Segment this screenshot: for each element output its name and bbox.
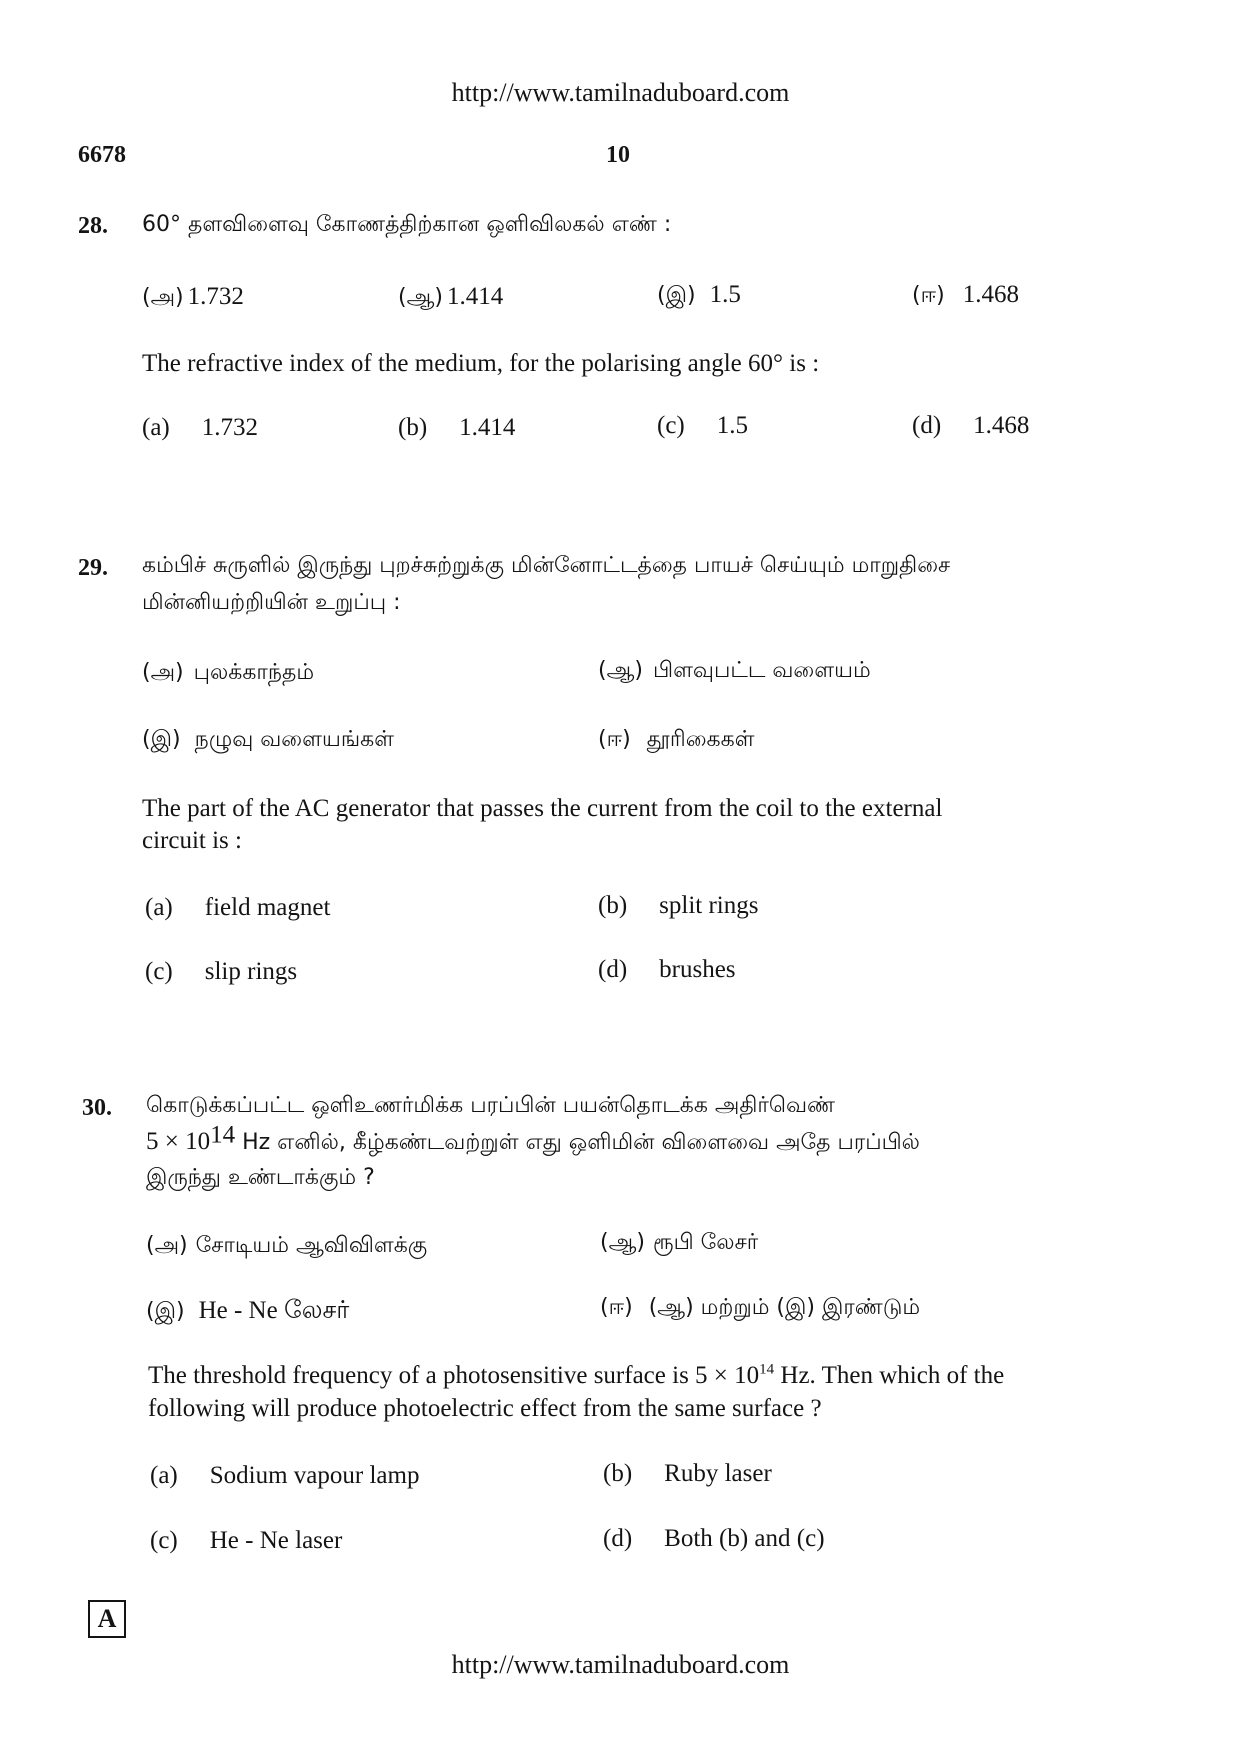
question-english-text: The refractive index of the medium, for the polarising angle 60° is : bbox=[142, 350, 820, 377]
option-text: 1.468 bbox=[962, 281, 1019, 308]
option-label: (இ) bbox=[142, 727, 181, 752]
option-text: தூரிகைகள் bbox=[646, 727, 755, 752]
option-label: (c) bbox=[150, 1527, 178, 1554]
tamil-option-b bbox=[600, 1230, 758, 1258]
question-tamil-line-1: கம்பிச் சுருளில் இருந்து புறச்சுற்றுக்கு மின்னோட்டத்தை பாயச் செய்யும் மாறுதிசை bbox=[142, 553, 951, 578]
option-text: புலக்காந்தம் bbox=[193, 660, 315, 685]
option-label: (அ) bbox=[142, 285, 184, 310]
option-text: Sodium vapour lamp bbox=[209, 1462, 420, 1489]
option-label: (c) bbox=[657, 412, 685, 439]
option-text: He - Ne laser bbox=[209, 1527, 343, 1554]
question-tamil-text: 60° தளவிளைவு கோணத்திற்கான ஒளிவிலகல் எண் : bbox=[142, 212, 672, 237]
option-label: (ஆ) bbox=[398, 285, 443, 310]
english-option-b bbox=[398, 414, 515, 442]
option-text: brushes bbox=[659, 956, 736, 983]
paper-code: 6678 bbox=[78, 142, 126, 168]
question-tamil-line-2: மின்னியற்றியின் உறுப்பு : bbox=[142, 590, 401, 615]
english-option-c bbox=[150, 1527, 342, 1555]
option-text: நழுவு வளையங்கள் bbox=[194, 727, 395, 752]
option-text: (ஆ) மற்றும் (இ) இரண்டும் bbox=[648, 1295, 921, 1320]
option-label: (ஈ) bbox=[598, 727, 631, 752]
option-text: 1.414 bbox=[459, 414, 516, 441]
tamil-option-a bbox=[146, 1233, 427, 1261]
option-text: field magnet bbox=[204, 894, 331, 921]
tamil-option-a bbox=[142, 660, 314, 688]
tamil-option-c bbox=[657, 281, 741, 311]
option-label: (c) bbox=[145, 958, 173, 985]
english-option-a bbox=[142, 414, 258, 442]
option-label: (ஆ) bbox=[598, 658, 643, 683]
english-option-d bbox=[912, 412, 1029, 440]
tamil-line-2-rest: Hz எனில், கீழ்கண்டவற்றுள் எது ஒளிமின் விளைவை அதே பரப்பில் bbox=[235, 1130, 920, 1155]
option-text: slip rings bbox=[204, 958, 298, 985]
tamil-option-d bbox=[598, 727, 755, 755]
tamil-option-c bbox=[142, 727, 394, 755]
question-tamil-line-3: இருந்து உண்டாக்கும் ? bbox=[146, 1165, 375, 1190]
tamil-option-a bbox=[142, 283, 244, 313]
option-text: 1.5 bbox=[709, 281, 741, 308]
option-label: (a) bbox=[142, 414, 170, 441]
option-label: (a) bbox=[145, 894, 173, 921]
tamil-option-b bbox=[598, 658, 871, 686]
english-option-c bbox=[657, 412, 748, 440]
option-text: 1.732 bbox=[187, 283, 244, 310]
question-english-line-2: following will produce photoelectric effect from the same surface ? bbox=[148, 1395, 822, 1422]
option-label: (d) bbox=[603, 1525, 633, 1552]
english-option-a bbox=[145, 894, 330, 922]
option-label: (அ) bbox=[142, 660, 184, 685]
english-option-a bbox=[150, 1462, 419, 1490]
tamil-option-b bbox=[398, 283, 503, 313]
option-text: பிளவுபட்ட வளையம் bbox=[653, 658, 871, 683]
option-text: 1.5 bbox=[716, 412, 748, 439]
english-line-1-prefix: The threshold frequency of a photosensitive surface is 5 × 10 bbox=[148, 1362, 760, 1389]
english-option-d bbox=[598, 956, 736, 984]
english-line-1-rest: Hz. Then which of the bbox=[774, 1362, 1005, 1389]
english-line-1-exponent: 14 bbox=[759, 1361, 775, 1378]
booklet-type-box: A bbox=[88, 1600, 126, 1638]
frequency-exponent: 14 bbox=[210, 1121, 236, 1149]
option-text: Both (b) and (c) bbox=[664, 1525, 825, 1552]
question-tamil-line-2 bbox=[146, 1121, 920, 1158]
option-label: (b) bbox=[598, 892, 628, 919]
question-number: 29. bbox=[78, 555, 108, 581]
option-text: 1.468 bbox=[973, 412, 1030, 439]
english-option-b bbox=[598, 892, 758, 920]
english-option-c bbox=[145, 958, 297, 986]
frequency-prefix: 5 × 10 bbox=[146, 1128, 211, 1155]
option-label: (இ) bbox=[657, 283, 696, 308]
option-label: (d) bbox=[912, 412, 942, 439]
option-text: 1.414 bbox=[447, 283, 504, 310]
option-label: (ஆ) bbox=[600, 1230, 645, 1255]
page-number: 10 bbox=[606, 142, 630, 168]
tamil-option-d bbox=[600, 1295, 920, 1323]
option-label: (b) bbox=[398, 414, 428, 441]
tamil-option-d bbox=[912, 281, 1019, 311]
question-english-line-1: The part of the AC generator that passes the current from the coil to the external bbox=[142, 795, 943, 822]
option-label: (d) bbox=[598, 956, 628, 983]
option-label: (a) bbox=[150, 1462, 178, 1489]
question-english-line-1 bbox=[148, 1362, 1004, 1390]
option-label: (b) bbox=[603, 1460, 633, 1487]
option-label: (இ) bbox=[146, 1299, 185, 1324]
tamil-option-c bbox=[146, 1297, 349, 1328]
question-number: 30. bbox=[82, 1095, 112, 1121]
question-number: 28. bbox=[78, 213, 108, 239]
option-text: ரூபி லேசர் bbox=[653, 1230, 759, 1255]
option-text: split rings bbox=[659, 892, 759, 919]
option-label: (அ) bbox=[146, 1233, 188, 1258]
option-text: Ruby laser bbox=[664, 1460, 772, 1487]
option-text: சோடியம் ஆவிவிளக்கு bbox=[195, 1233, 428, 1258]
option-text: He - Ne லேசர் bbox=[198, 1297, 350, 1324]
english-option-b bbox=[603, 1460, 772, 1488]
footer-url: http://www.tamilnaduboard.com bbox=[451, 1650, 790, 1679]
option-label: (ஈ) bbox=[912, 283, 945, 308]
english-option-d bbox=[603, 1525, 825, 1553]
option-text: 1.732 bbox=[201, 414, 258, 441]
option-label: (ஈ) bbox=[600, 1295, 633, 1320]
header-url: http://www.tamilnaduboard.com bbox=[451, 78, 790, 107]
question-tamil-line-1: கொடுக்கப்பட்ட ஒளிஉணர்மிக்க பரப்பின் பயன்தொடக்க அதிர்வெண் bbox=[146, 1093, 836, 1118]
question-english-line-2: circuit is : bbox=[142, 827, 242, 854]
